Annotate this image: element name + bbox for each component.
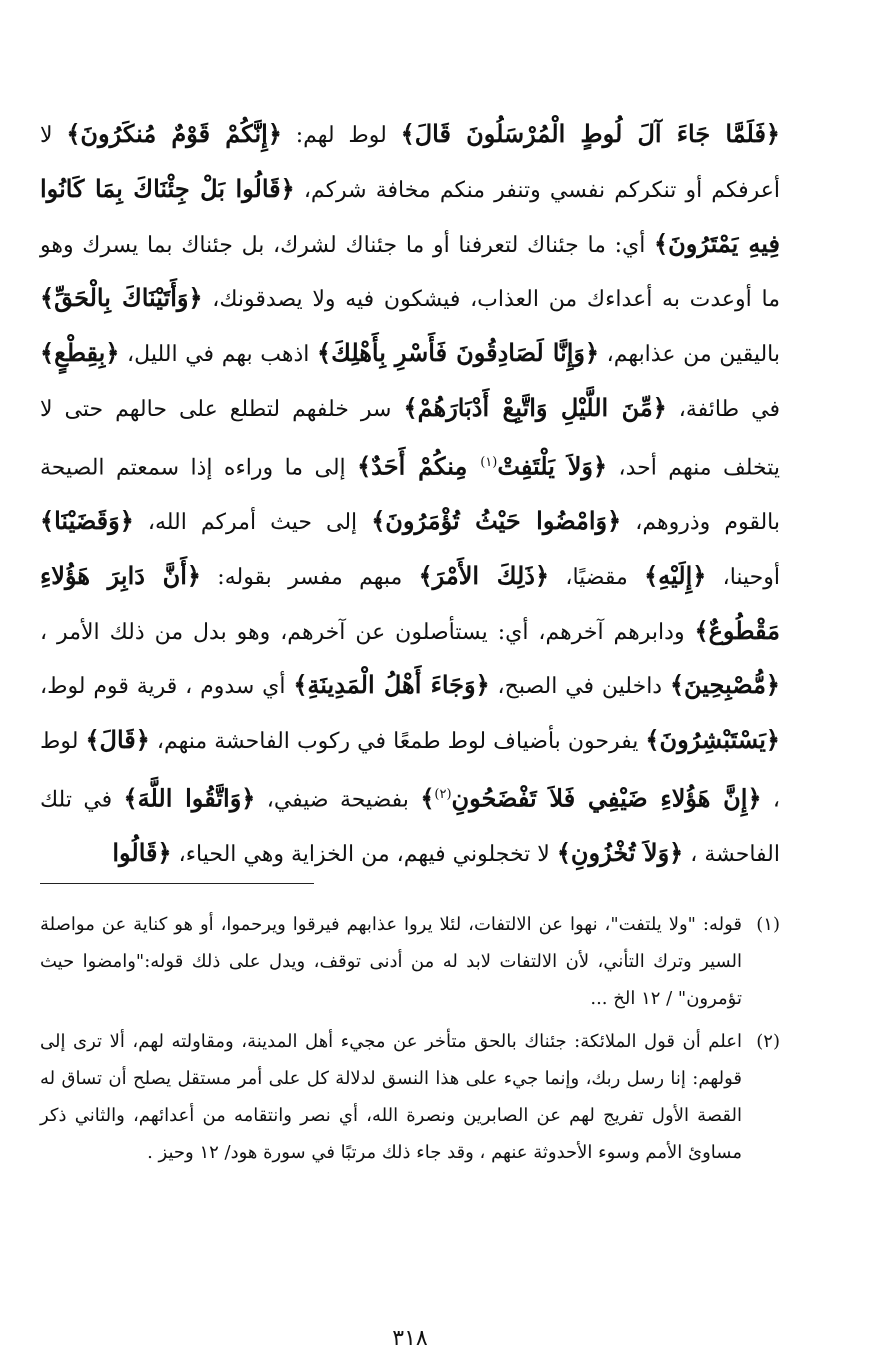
quran-verse: ﴿وَجَاءَ أَهْلُ الْمَدِينَةِ﴾ xyxy=(293,670,490,700)
commentary-text: في طائفة، xyxy=(666,396,781,422)
quran-verse: ﴿يَسْتَبْشِرُونَ﴾ xyxy=(645,725,780,755)
commentary-text: إلى ما وراءه إذا سمعتم الصيحة بالقوم وذروهم، xyxy=(40,455,780,535)
commentary-text: أي: ما جئناك لتعرفنا أو ما جئناك لشرك، بل جئناك بما يسرك وهو ما أوعدت به أعداءك من العذاب، فيشكون فيه ولا يصدقونك، xyxy=(40,232,780,313)
commentary-text: باليقين من عذابهم، xyxy=(599,342,780,368)
footnote xyxy=(40,906,780,1017)
footnote-text: قوله: "ولا يلتفت"، نهوا عن الالتفات، لئلا يروا عذابهم فيرقوا ويرحموا، أو هو كناية عن مواصلة السير وترك التأني، لأن الالتفات لابد له من أدنى توقف، ويدل على ذلك قوله:"وامضوا حيث تؤمرون" / ١٢ الخ ... xyxy=(40,914,742,1009)
commentary-text: ودابرهم آخرهم، أي: يستأصلون عن آخرهم، وهو بدل من ذلك الأمر ، xyxy=(40,619,695,645)
quran-verse: ﴿وَامْضُوا حَيْثُ تُؤْمَرُونَ﴾ xyxy=(371,505,622,535)
commentary-text: يفرحون بأضياف لوط طمعًا في ركوب الفاحشة منهم، xyxy=(149,729,646,755)
quran-verse: ﴿وَقَضَيْنَا﴾ xyxy=(40,505,134,535)
quran-verse: ﴿مِّنَ اللَّيْلِ وَاتَّبِعْ أَدْبَارَهُمْ﴾ xyxy=(403,392,667,422)
quran-verse: مِنكُمْ أَحَدٌ﴾ xyxy=(357,451,481,481)
commentary-text: أوحينا، xyxy=(706,564,781,590)
quran-verse: ﴾ xyxy=(420,783,435,813)
main-text xyxy=(40,108,780,882)
footnote-number: (١) xyxy=(756,914,780,935)
quran-verse: ﴿إِلَيْهِ﴾ xyxy=(644,560,707,590)
commentary-text: لا أعرفكم أو تنكركم نفسي وتنفر منكم مخافة شركم، xyxy=(40,123,780,203)
main-paragraph xyxy=(40,108,780,882)
footnote-ref[interactable]: (٢) xyxy=(434,786,452,802)
footnote-separator xyxy=(40,883,314,884)
quran-verse: ﴿بِقِطْعٍ﴾ xyxy=(40,338,120,368)
quran-verse: ﴿وَأَتَيْنَاكَ بِالْحَقِّ﴾ xyxy=(40,283,203,313)
quran-verse: ﴿قَالَ﴾ xyxy=(85,725,150,755)
quran-verse: ﴿إِنَّ هَؤُلاءِ ضَيْفِي فَلاَ تَفْضَحُونِ xyxy=(451,783,762,813)
quran-verse: ﴿وَإِنَّا لَصَادِقُونَ فَأَسْرِ بِأَهْلِكَ﴾ xyxy=(317,338,600,368)
quran-verse: ﴿فَلَمَّا جَاءَ آلَ لُوطٍ الْمُرْسَلُونَ قَالَ﴾ xyxy=(400,119,780,148)
quran-verse: ﴿وَلاَ يَلْتَفِتْ xyxy=(497,451,608,481)
commentary-text: بفضيحة ضيفي، xyxy=(255,787,421,813)
page-number: ٣١٨ xyxy=(392,1326,428,1351)
quran-verse: ﴿إِنَّكُمْ قَوْمٌ مُنكَرُونَ﴾ xyxy=(66,119,282,148)
quran-verse: ﴿أَنَّ دَابِرَ هَؤُلاءِ مَقْطُوعٌ﴾ xyxy=(40,560,780,645)
commentary-text: أي سدوم ، قرية قوم لوط، xyxy=(40,674,294,700)
quran-verse: ﴿ذَلِكَ الأَمْرَ﴾ xyxy=(418,560,550,590)
commentary-text: في تلك الفاحشة ، xyxy=(40,787,780,868)
commentary-text: اذهب بهم في الليل، xyxy=(119,342,318,368)
commentary-text: لوط لهم: xyxy=(281,123,401,148)
commentary-text: إلى حيث أمركم الله، xyxy=(133,509,372,535)
commentary-text: سر خلفهم لتطلع على حالهم حتى لا يتخلف منهم أحد، xyxy=(40,396,780,481)
quran-verse: ﴿قَالُوا بَلْ جِئْنَاكَ بِمَا كَانُوا فِيهِ يَمْتَرُونَ﴾ xyxy=(40,173,780,258)
footnote-ref[interactable]: (١) xyxy=(480,454,498,470)
page xyxy=(40,108,781,1351)
quran-verse: ﴿قَالُوا xyxy=(112,838,172,868)
quran-verse: ﴿مُّصْبِحِينَ﴾ xyxy=(669,670,780,700)
commentary-text: داخلين في الصبح، xyxy=(489,674,670,700)
commentary-text: مقضيًا، xyxy=(549,564,645,590)
commentary-text: لا تخجلوني فيهم، من الخزاية وهي الحياء، xyxy=(171,842,557,868)
footnote-number: (٢) xyxy=(756,1031,780,1052)
footnotes xyxy=(40,906,780,1177)
quran-verse: ﴿وَلاَ تُخْزُونِ﴾ xyxy=(556,838,684,868)
commentary-text: لوط ، xyxy=(40,729,780,813)
footnote xyxy=(40,1023,780,1171)
quran-verse: ﴿وَاتَّقُوا اللَّهَ﴾ xyxy=(123,783,256,813)
commentary-text: مبهم مفسر بقوله: xyxy=(200,564,419,590)
footnote-text: اعلم أن قول الملائكة: جئناك بالحق متأخر عن مجيء أهل المدينة، ومقاولته لهم، ألا ترى إلى قولهم: إنا رسل ربك، وإنما جيء على هذا النسق لدلالة كل على أمر مستقل يصلح أن تساق له القصة الأول تفريج لهم عن الصابرين ونصرة الله، أي نصر وانتقامه من أعدائهم، والثاني ذكر مساوئ الأمم وسوء الأحدوثة عنهم ، وقد جاء ذلك مرتبًا في سورة هود/ ١٢ وحيز . xyxy=(40,1031,742,1163)
